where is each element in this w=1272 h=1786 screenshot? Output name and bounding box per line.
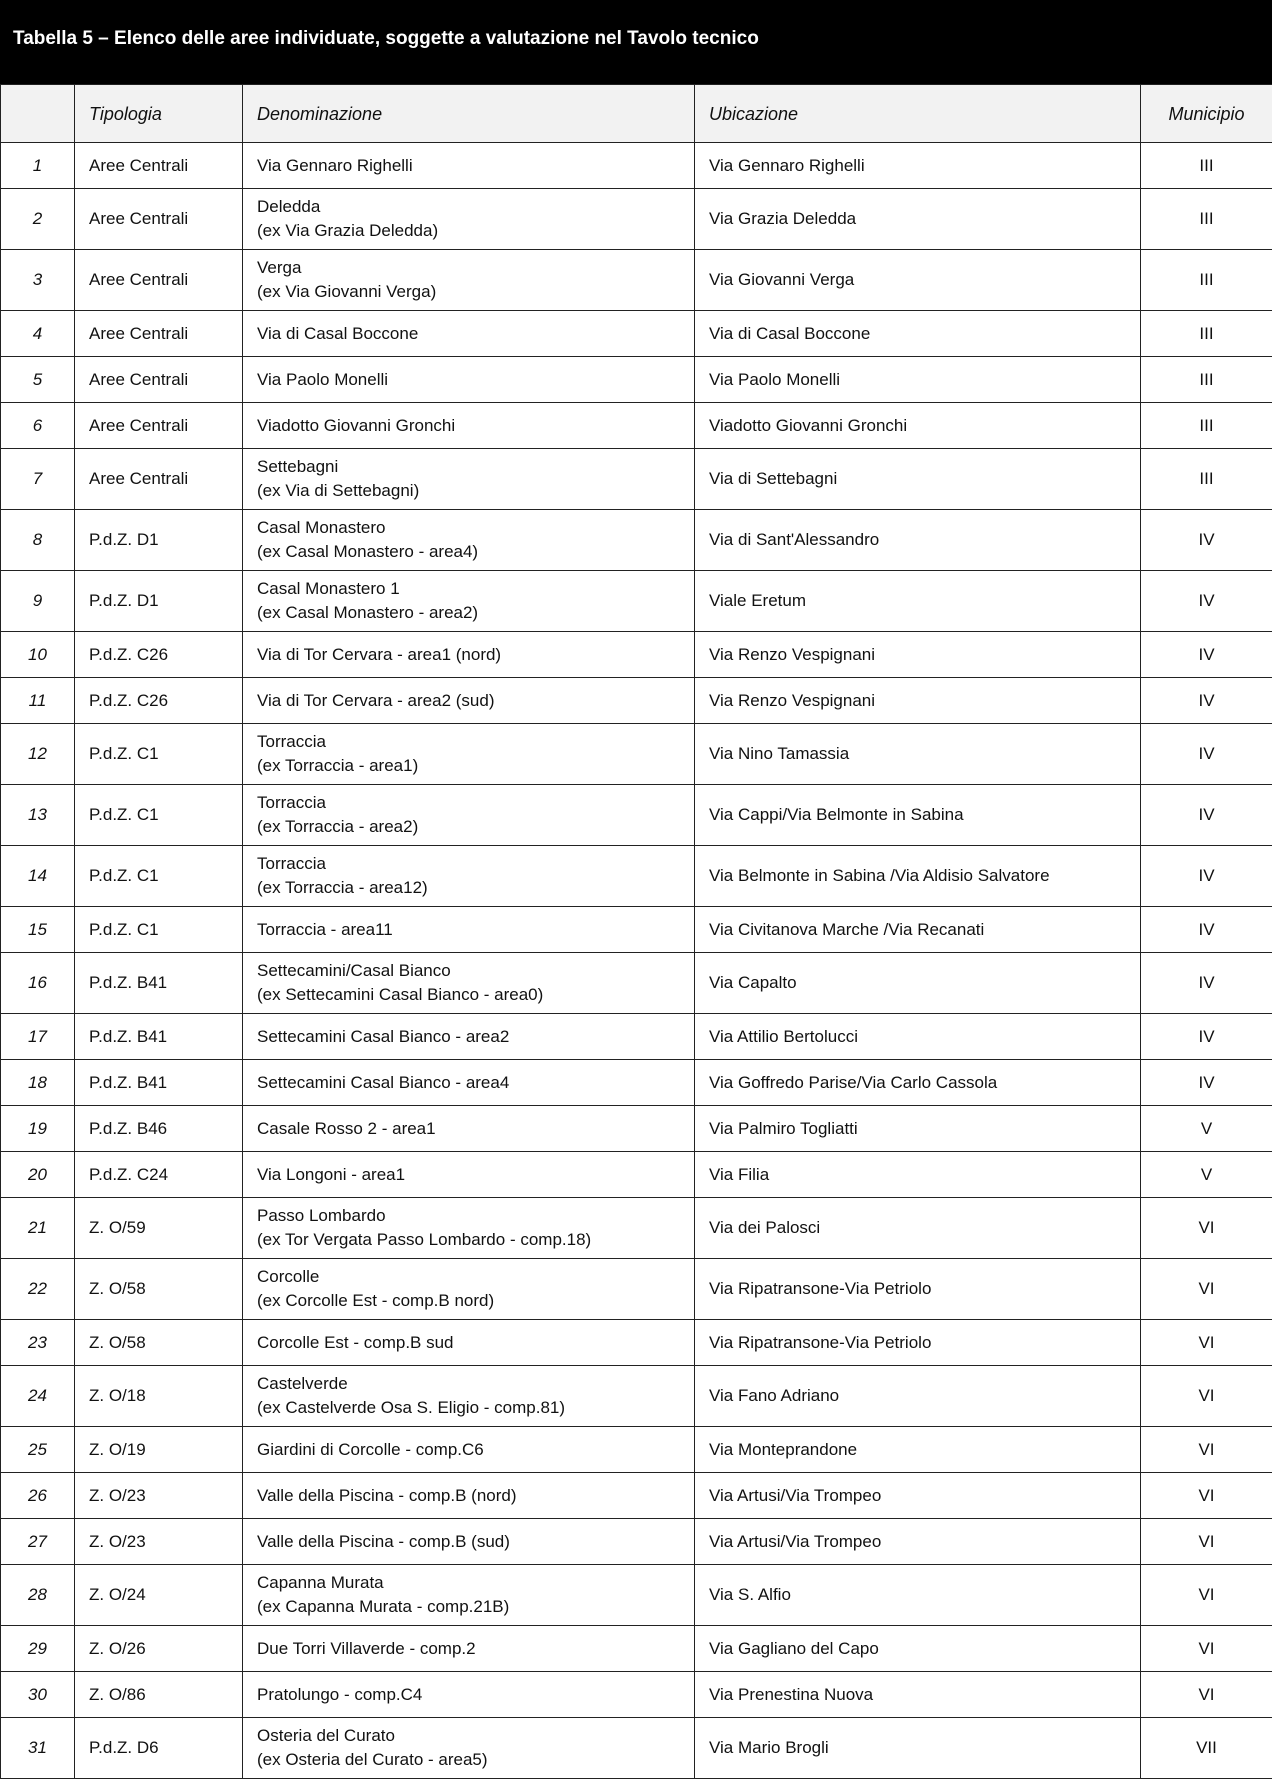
denominazione-line-1: Corcolle Est - comp.B sud xyxy=(257,1332,454,1352)
cell-tipologia: P.d.Z. C1 xyxy=(75,724,243,785)
cell-municipio: III xyxy=(1141,250,1272,311)
cell-tipologia: Z. O/23 xyxy=(75,1519,243,1565)
cell-denominazione xyxy=(243,953,695,1014)
row-number: 9 xyxy=(1,571,75,632)
cell-tipologia: P.d.Z. B41 xyxy=(75,953,243,1014)
denominazione-line-1: Valle della Piscina - comp.B (sud) xyxy=(257,1531,510,1551)
cell-municipio: III xyxy=(1141,357,1272,403)
cell-ubicazione: Via di Settebagni xyxy=(695,449,1141,510)
cell-ubicazione: Via di Casal Boccone xyxy=(695,311,1141,357)
table-row xyxy=(1,1366,1272,1427)
cell-municipio: V xyxy=(1141,1106,1272,1152)
cell-tipologia: Z. O/19 xyxy=(75,1427,243,1473)
cell-ubicazione: Via Monteprandone xyxy=(695,1427,1141,1473)
header-denominazione: Denominazione xyxy=(243,85,695,143)
denominazione-line-1: Torraccia xyxy=(257,732,326,751)
denominazione-line-1: Giardini di Corcolle - comp.C6 xyxy=(257,1439,484,1459)
denominazione-line-1: Casal Monastero xyxy=(257,518,386,537)
cell-tipologia: P.d.Z. B41 xyxy=(75,1060,243,1106)
header-num xyxy=(1,85,75,143)
row-number: 8 xyxy=(1,510,75,571)
cell-municipio: III xyxy=(1141,189,1272,250)
row-number: 12 xyxy=(1,724,75,785)
table-row xyxy=(1,1519,1272,1565)
cell-municipio: III xyxy=(1141,143,1272,189)
table-row xyxy=(1,1718,1272,1779)
cell-denominazione xyxy=(243,1198,695,1259)
cell-denominazione xyxy=(243,1519,695,1565)
cell-tipologia: Aree Centrali xyxy=(75,357,243,403)
cell-ubicazione: Via Fano Adriano xyxy=(695,1366,1141,1427)
row-number: 27 xyxy=(1,1519,75,1565)
cell-tipologia: P.d.Z. D1 xyxy=(75,571,243,632)
cell-ubicazione: Via Artusi/Via Trompeo xyxy=(695,1473,1141,1519)
table-row xyxy=(1,1565,1272,1626)
cell-ubicazione: Via Nino Tamassia xyxy=(695,724,1141,785)
header-ubicazione: Ubicazione xyxy=(695,85,1141,143)
cell-ubicazione: Via Goffredo Parise/Via Carlo Cassola xyxy=(695,1060,1141,1106)
row-number: 7 xyxy=(1,449,75,510)
cell-denominazione xyxy=(243,785,695,846)
cell-tipologia: P.d.Z. D1 xyxy=(75,510,243,571)
table-row xyxy=(1,953,1272,1014)
table-row xyxy=(1,1198,1272,1259)
denominazione-line-2: (ex Casal Monastero - area4) xyxy=(257,542,479,561)
table-row xyxy=(1,1014,1272,1060)
cell-tipologia: Z. O/59 xyxy=(75,1198,243,1259)
row-number: 17 xyxy=(1,1014,75,1060)
cell-denominazione xyxy=(243,907,695,953)
row-number: 25 xyxy=(1,1427,75,1473)
row-number: 21 xyxy=(1,1198,75,1259)
cell-ubicazione: Via Attilio Bertolucci xyxy=(695,1014,1141,1060)
cell-tipologia: Aree Centrali xyxy=(75,189,243,250)
denominazione-line-1: Valle della Piscina - comp.B (nord) xyxy=(257,1485,517,1505)
cell-tipologia: Aree Centrali xyxy=(75,449,243,510)
denominazione-line-1: Via di Tor Cervara - area2 (sud) xyxy=(257,690,495,710)
cell-denominazione xyxy=(243,449,695,510)
cell-denominazione xyxy=(243,724,695,785)
row-number: 2 xyxy=(1,189,75,250)
cell-ubicazione: Via Prenestina Nuova xyxy=(695,1672,1141,1718)
denominazione-line-1: Osteria del Curato xyxy=(257,1726,395,1745)
denominazione-line-1: Casale Rosso 2 - area1 xyxy=(257,1118,436,1138)
row-number: 14 xyxy=(1,846,75,907)
table-row xyxy=(1,311,1272,357)
cell-denominazione xyxy=(243,311,695,357)
cell-ubicazione: Via Capalto xyxy=(695,953,1141,1014)
cell-municipio: VI xyxy=(1141,1626,1272,1672)
row-number: 20 xyxy=(1,1152,75,1198)
row-number: 26 xyxy=(1,1473,75,1519)
cell-municipio: IV xyxy=(1141,724,1272,785)
cell-tipologia: P.d.Z. C1 xyxy=(75,907,243,953)
denominazione-line-2: (ex Settecamini Casal Bianco - area0) xyxy=(257,985,544,1004)
cell-tipologia: P.d.Z. C1 xyxy=(75,785,243,846)
cell-municipio: IV xyxy=(1141,678,1272,724)
cell-municipio: VI xyxy=(1141,1519,1272,1565)
denominazione-line-1: Deledda xyxy=(257,197,321,216)
denominazione-line-2: (ex Torraccia - area1) xyxy=(257,756,419,775)
cell-ubicazione: Via dei Palosci xyxy=(695,1198,1141,1259)
cell-tipologia: Z. O/24 xyxy=(75,1565,243,1626)
cell-municipio: VI xyxy=(1141,1198,1272,1259)
row-number: 18 xyxy=(1,1060,75,1106)
cell-denominazione xyxy=(243,1106,695,1152)
cell-ubicazione: Via Mario Brogli xyxy=(695,1718,1141,1779)
cell-municipio: III xyxy=(1141,449,1272,510)
denominazione-line-1: Torraccia - area11 xyxy=(257,919,393,939)
row-number: 10 xyxy=(1,632,75,678)
cell-denominazione xyxy=(243,1672,695,1718)
denominazione-line-1: Passo Lombardo xyxy=(257,1206,386,1225)
cell-municipio: V xyxy=(1141,1152,1272,1198)
cell-ubicazione: Via Gagliano del Capo xyxy=(695,1626,1141,1672)
cell-tipologia: P.d.Z. B41 xyxy=(75,1014,243,1060)
table-row xyxy=(1,357,1272,403)
cell-ubicazione: Viadotto Giovanni Gronchi xyxy=(695,403,1141,449)
cell-denominazione xyxy=(243,143,695,189)
row-number: 22 xyxy=(1,1259,75,1320)
row-number: 3 xyxy=(1,250,75,311)
table-row xyxy=(1,189,1272,250)
cell-denominazione xyxy=(243,1060,695,1106)
cell-denominazione xyxy=(243,510,695,571)
denominazione-line-1: Castelverde xyxy=(257,1374,348,1393)
cell-tipologia: P.d.Z. D6 xyxy=(75,1718,243,1779)
table-row xyxy=(1,678,1272,724)
cell-ubicazione: Via Filia xyxy=(695,1152,1141,1198)
table-row xyxy=(1,1259,1272,1320)
table-row xyxy=(1,785,1272,846)
cell-ubicazione: Via Artusi/Via Trompeo xyxy=(695,1519,1141,1565)
denominazione-line-2: (ex Castelverde Osa S. Eligio - comp.81) xyxy=(257,1398,566,1417)
denominazione-line-1: Corcolle xyxy=(257,1267,320,1286)
table-row xyxy=(1,1320,1272,1366)
cell-ubicazione: Via S. Alfio xyxy=(695,1565,1141,1626)
table-title: Tabella 5 – Elenco delle aree individuate, soggette a valutazione nel Tavolo tecnico xyxy=(13,28,759,49)
cell-ubicazione: Viale Eretum xyxy=(695,571,1141,632)
cell-denominazione xyxy=(243,250,695,311)
cell-municipio: VI xyxy=(1141,1672,1272,1718)
table-row xyxy=(1,907,1272,953)
table-row xyxy=(1,632,1272,678)
table-row xyxy=(1,1427,1272,1473)
row-number: 15 xyxy=(1,907,75,953)
cell-tipologia: Z. O/26 xyxy=(75,1626,243,1672)
cell-ubicazione: Via di Sant'Alessandro xyxy=(695,510,1141,571)
row-number: 13 xyxy=(1,785,75,846)
cell-denominazione xyxy=(243,1320,695,1366)
cell-tipologia: Z. O/23 xyxy=(75,1473,243,1519)
cell-municipio: VI xyxy=(1141,1320,1272,1366)
denominazione-line-2: (ex Osteria del Curato - area5) xyxy=(257,1750,488,1769)
cell-denominazione xyxy=(243,678,695,724)
denominazione-line-1: Settecamini Casal Bianco - area2 xyxy=(257,1026,510,1046)
table-row xyxy=(1,403,1272,449)
table-header-row xyxy=(1,85,1272,143)
cell-tipologia: Aree Centrali xyxy=(75,143,243,189)
header-tipologia: Tipologia xyxy=(75,85,243,143)
row-number: 19 xyxy=(1,1106,75,1152)
table-row xyxy=(1,1473,1272,1519)
cell-municipio: VI xyxy=(1141,1366,1272,1427)
denominazione-line-1: Torraccia xyxy=(257,793,326,812)
denominazione-line-2: (ex Via Giovanni Verga) xyxy=(257,282,437,301)
cell-municipio: IV xyxy=(1141,785,1272,846)
denominazione-line-1: Viadotto Giovanni Gronchi xyxy=(257,415,456,435)
cell-tipologia: P.d.Z. C24 xyxy=(75,1152,243,1198)
denominazione-line-2: (ex Tor Vergata Passo Lombardo - comp.18) xyxy=(257,1230,592,1249)
denominazione-line-1: Capanna Murata xyxy=(257,1573,384,1592)
cell-ubicazione: Via Cappi/Via Belmonte in Sabina xyxy=(695,785,1141,846)
cell-ubicazione: Via Ripatransone-Via Petriolo xyxy=(695,1259,1141,1320)
table-row xyxy=(1,571,1272,632)
denominazione-line-1: Via Longoni - area1 xyxy=(257,1164,406,1184)
denominazione-line-1: Via Paolo Monelli xyxy=(257,369,389,389)
cell-denominazione xyxy=(243,403,695,449)
cell-municipio: IV xyxy=(1141,953,1272,1014)
table-row xyxy=(1,510,1272,571)
table-row xyxy=(1,1672,1272,1718)
cell-municipio: IV xyxy=(1141,846,1272,907)
header-municipio: Municipio xyxy=(1141,85,1272,143)
cell-ubicazione: Via Grazia Deledda xyxy=(695,189,1141,250)
cell-denominazione xyxy=(243,632,695,678)
cell-municipio: IV xyxy=(1141,510,1272,571)
table-row xyxy=(1,250,1272,311)
cell-ubicazione: Via Renzo Vespignani xyxy=(695,678,1141,724)
row-number: 6 xyxy=(1,403,75,449)
cell-tipologia: Aree Centrali xyxy=(75,403,243,449)
cell-municipio: IV xyxy=(1141,632,1272,678)
cell-denominazione xyxy=(243,1259,695,1320)
row-number: 28 xyxy=(1,1565,75,1626)
denominazione-line-1: Settecamini Casal Bianco - area4 xyxy=(257,1072,510,1092)
cell-tipologia: Z. O/58 xyxy=(75,1320,243,1366)
denominazione-line-1: Via di Casal Boccone xyxy=(257,323,419,343)
cell-ubicazione: Via Ripatransone-Via Petriolo xyxy=(695,1320,1141,1366)
cell-ubicazione: Via Gennaro Righelli xyxy=(695,143,1141,189)
cell-municipio: III xyxy=(1141,311,1272,357)
table-row xyxy=(1,143,1272,189)
cell-denominazione xyxy=(243,1473,695,1519)
table-row xyxy=(1,449,1272,510)
table-row xyxy=(1,1626,1272,1672)
cell-municipio: IV xyxy=(1141,1014,1272,1060)
cell-denominazione xyxy=(243,846,695,907)
denominazione-line-1: Via Gennaro Righelli xyxy=(257,155,413,175)
cell-ubicazione: Via Paolo Monelli xyxy=(695,357,1141,403)
row-number: 31 xyxy=(1,1718,75,1779)
cell-denominazione xyxy=(243,1718,695,1779)
table-row xyxy=(1,724,1272,785)
cell-tipologia: Z. O/86 xyxy=(75,1672,243,1718)
cell-ubicazione: Via Belmonte in Sabina /Via Aldisio Salvatore xyxy=(695,846,1141,907)
cell-municipio: III xyxy=(1141,403,1272,449)
cell-municipio: VI xyxy=(1141,1473,1272,1519)
cell-denominazione xyxy=(243,1014,695,1060)
cell-denominazione xyxy=(243,1565,695,1626)
cell-municipio: IV xyxy=(1141,571,1272,632)
denominazione-line-1: Torraccia xyxy=(257,854,326,873)
row-number: 16 xyxy=(1,953,75,1014)
cell-tipologia: P.d.Z. C26 xyxy=(75,678,243,724)
table-row xyxy=(1,1060,1272,1106)
denominazione-line-2: (ex Torraccia - area12) xyxy=(257,878,428,897)
denominazione-line-1: Settecamini/Casal Bianco xyxy=(257,961,451,980)
denominazione-line-2: (ex Casal Monastero - area2) xyxy=(257,603,479,622)
cell-tipologia: Aree Centrali xyxy=(75,250,243,311)
cell-denominazione xyxy=(243,571,695,632)
cell-ubicazione: Via Renzo Vespignani xyxy=(695,632,1141,678)
denominazione-line-1: Verga xyxy=(257,258,302,277)
cell-denominazione xyxy=(243,1366,695,1427)
cell-tipologia: P.d.Z. C26 xyxy=(75,632,243,678)
row-number: 4 xyxy=(1,311,75,357)
row-number: 23 xyxy=(1,1320,75,1366)
table-row xyxy=(1,846,1272,907)
areas-table xyxy=(0,84,1272,1779)
table-body xyxy=(1,143,1272,1779)
cell-ubicazione: Via Giovanni Verga xyxy=(695,250,1141,311)
row-number: 11 xyxy=(1,678,75,724)
cell-tipologia: Aree Centrali xyxy=(75,311,243,357)
denominazione-line-1: Settebagni xyxy=(257,457,339,476)
denominazione-line-2: (ex Corcolle Est - comp.B nord) xyxy=(257,1291,495,1310)
cell-ubicazione: Via Palmiro Togliatti xyxy=(695,1106,1141,1152)
cell-municipio: VII xyxy=(1141,1718,1272,1779)
table-row xyxy=(1,1106,1272,1152)
cell-tipologia: Z. O/18 xyxy=(75,1366,243,1427)
cell-denominazione xyxy=(243,357,695,403)
cell-denominazione xyxy=(243,1152,695,1198)
cell-denominazione xyxy=(243,1427,695,1473)
denominazione-line-1: Pratolungo - comp.C4 xyxy=(257,1684,423,1704)
table-title-bar xyxy=(0,0,1272,84)
cell-denominazione xyxy=(243,1626,695,1672)
row-number: 24 xyxy=(1,1366,75,1427)
cell-municipio: IV xyxy=(1141,1060,1272,1106)
cell-municipio: VI xyxy=(1141,1565,1272,1626)
cell-tipologia: P.d.Z. C1 xyxy=(75,846,243,907)
cell-tipologia: Z. O/58 xyxy=(75,1259,243,1320)
denominazione-line-2: (ex Via di Settebagni) xyxy=(257,481,420,500)
table-row xyxy=(1,1152,1272,1198)
cell-denominazione xyxy=(243,189,695,250)
denominazione-line-1: Casal Monastero 1 xyxy=(257,579,400,598)
cell-municipio: VI xyxy=(1141,1259,1272,1320)
cell-municipio: IV xyxy=(1141,907,1272,953)
cell-municipio: VI xyxy=(1141,1427,1272,1473)
row-number: 5 xyxy=(1,357,75,403)
cell-ubicazione: Via Civitanova Marche /Via Recanati xyxy=(695,907,1141,953)
denominazione-line-1: Due Torri Villaverde - comp.2 xyxy=(257,1638,476,1658)
denominazione-line-1: Via di Tor Cervara - area1 (nord) xyxy=(257,644,502,664)
denominazione-line-2: (ex Capanna Murata - comp.21B) xyxy=(257,1597,510,1616)
denominazione-line-2: (ex Via Grazia Deledda) xyxy=(257,221,439,240)
row-number: 1 xyxy=(1,143,75,189)
row-number: 29 xyxy=(1,1626,75,1672)
cell-tipologia: P.d.Z. B46 xyxy=(75,1106,243,1152)
row-number: 30 xyxy=(1,1672,75,1718)
denominazione-line-2: (ex Torraccia - area2) xyxy=(257,817,419,836)
